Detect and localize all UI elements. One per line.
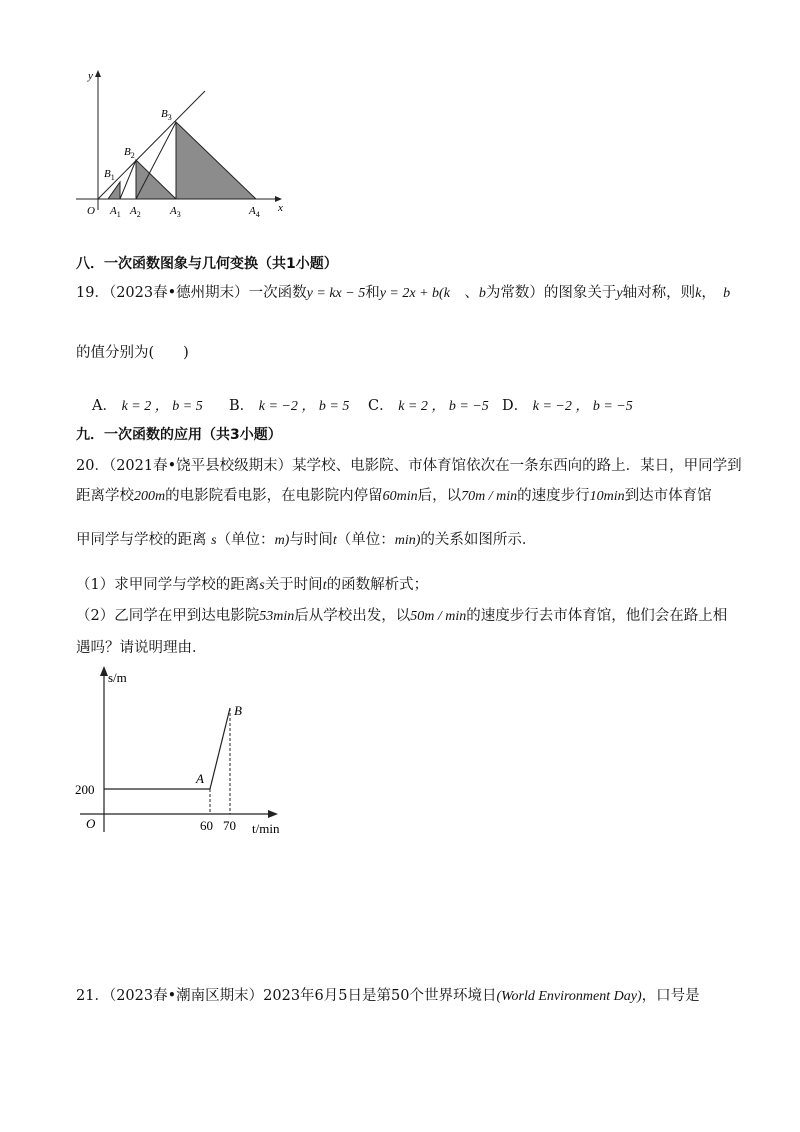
question-19-line1: 19．（2023春•德州期末）一次函数y = kx − 5和y = 2x + b(k 、b为常数）的图象关于y轴对称，则k， b <box>76 285 731 301</box>
option-c[interactable]: C． k = 2 ， b = −5 <box>368 398 489 414</box>
triangle-2 <box>136 160 176 199</box>
option-d[interactable]: D． k = −2 ， b = −5 <box>502 398 633 414</box>
question-20-line2: 距离学校200m的电影院看电影，在电影院内停留60min后，以70m / min的速度步行10min到达市体育馆 <box>76 488 712 504</box>
svg-text:B3: $B_3$ <box>161 108 172 122</box>
x-tick-60: 60 <box>200 818 213 833</box>
svg-text:A4: $A_4$ <box>249 205 260 219</box>
y-label: y <box>88 70 93 82</box>
question-20-part2: （2）乙同学在甲到达电影院53min后从学校出发，以50m / min的速度步行去市体育馆，他们会在路上相 <box>76 608 728 624</box>
origin-label: O <box>86 816 96 831</box>
question-20-part2-cont: 遇吗？请说明理由． <box>76 640 207 656</box>
x-label: x <box>278 202 283 214</box>
section-9-title: 九．一次函数的应用（共3小题） <box>76 427 282 443</box>
triangle-1 <box>108 182 120 199</box>
distance-time-graph <box>70 662 300 842</box>
x-axis-label: t/min <box>252 821 280 836</box>
question-20-line1: 20．（2021春•饶平县校级期末）某学校、电影院、市体育馆依次在一条东西向的路上．某日，甲同学到 <box>76 458 742 474</box>
y-axis-label: s/m <box>108 670 127 685</box>
question-21-line1: 21．（2023春•潮南区期末）2023年6月5日是第50个世界环境日(World Environment Day)，口号是 <box>76 988 700 1004</box>
question-19-line2: 的值分别为( ) <box>76 345 189 361</box>
option-a[interactable]: A． k = 2 ， b = 5 <box>92 398 203 414</box>
svg-text:B1: $B_1$ <box>104 168 115 182</box>
triangles-figure <box>70 65 300 225</box>
question-20-part1: （1）求甲同学与学校的距离s关于时间t的函数解析式； <box>76 577 429 593</box>
y-tick-200: 200 <box>75 782 95 797</box>
svg-text:A1: $A_1$ <box>110 205 121 219</box>
question-20-line3: 甲同学与学校的距离 s（单位：m)与时间t（单位：min)的关系如图所示． <box>76 532 537 548</box>
triangle-3 <box>176 122 256 199</box>
svg-text:B2: $B_2$ <box>124 146 135 160</box>
origin-label: O <box>87 205 95 217</box>
svg-text:A2: $A_2$ <box>130 205 141 219</box>
option-b[interactable]: B． k = −2 ， b = 5 <box>229 398 350 414</box>
x-tick-70: 70 <box>223 818 236 833</box>
section-8-title: 八．一次函数图象与几何变换（共1小题） <box>76 256 338 272</box>
point-a-label: A <box>196 771 204 786</box>
svg-text:A3: $A_3$ <box>170 205 181 219</box>
point-b-label: B <box>234 703 242 718</box>
